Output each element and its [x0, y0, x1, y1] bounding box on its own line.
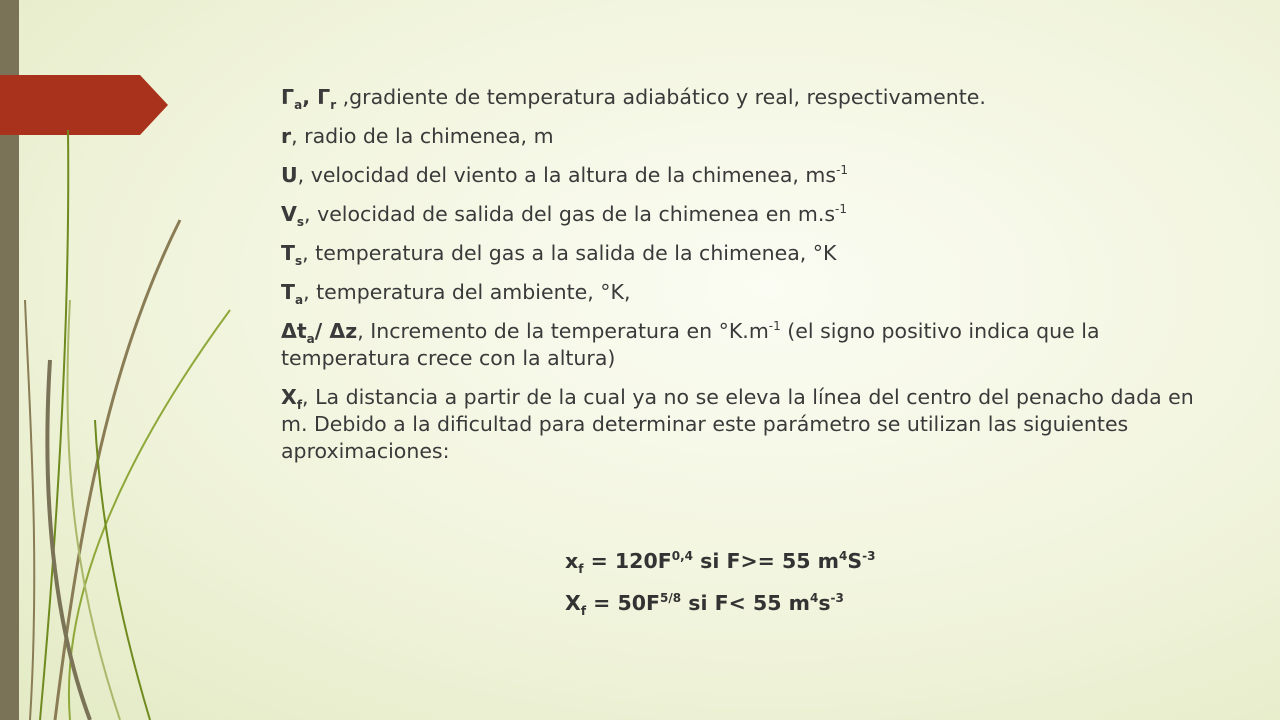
definition-u: U, velocidad del viento a la altura de la chimenea, $ms^{-1}$ — [281, 163, 849, 187]
definition-ta: $T_a$, temperatura del ambiente, °K, — [281, 280, 631, 308]
definition-ts: $T_s$, temperatura del gas a la salida de la chimenea, °K — [281, 241, 837, 269]
decorative-swooshes — [0, 0, 260, 720]
formula-2: $X_f = 50F^{5/8}$ si F< 55 $m^4s^{-3}$ — [565, 591, 844, 619]
definition-xf: $X_f$, La distancia a partir de la cual ya no se eleva la línea del centro del penacho dada en m. Debido a la dificultad para determinar este parámetro se utilizan las siguientes aproximaciones: — [281, 385, 1194, 463]
definition-vs: $V_s$, velocidad de salida del gas de la chimenea en $m.s^{-1}$ — [281, 202, 847, 230]
definition-r: r, radio de la chimenea, m — [281, 124, 554, 148]
definitions-list — [281, 84, 1211, 477]
formulas — [565, 549, 875, 633]
definition-gamma: $\Gamma_a$, $\Gamma_r$ ,gradiente de temperatura adiabático y real, respectivamente. — [281, 85, 986, 113]
formula-1: $x_f = 120F^{0,4}$ si F>= 55 $m^4S^{-3}$ — [565, 549, 876, 577]
definition-gradient: $\Delta t_a/$ Δz, Incremento de la temperatura en $^\circ K.m^{-1}$ (el signo positivo indica que la temperatura crece con la altura) — [281, 319, 1100, 370]
